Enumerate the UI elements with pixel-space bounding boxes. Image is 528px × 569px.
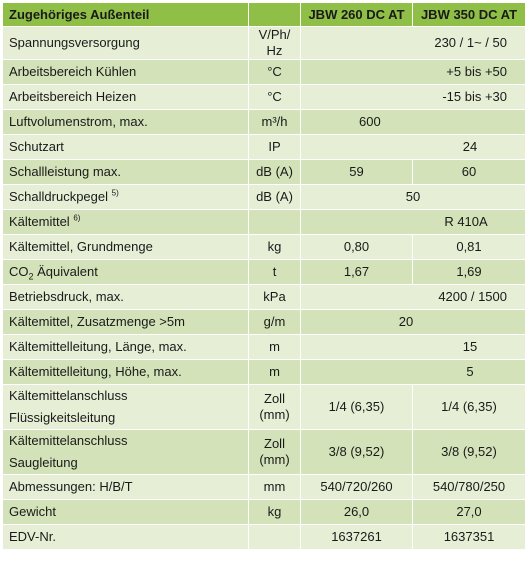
table-row (3, 60, 526, 85)
row-label: Spannungsversorgung (3, 27, 249, 60)
table-row (3, 285, 526, 310)
row-unit: m (249, 360, 301, 385)
row-label: EDV-Nr. (3, 525, 249, 550)
row-value-260: 1/4 (6,35) (301, 385, 413, 430)
row-label: Arbeitsbereich Kühlen (3, 60, 249, 85)
row-value: 20 (301, 310, 526, 335)
row-value: 50 (301, 185, 526, 210)
row-label: Betriebsdruck, max. (3, 285, 249, 310)
row-label: Kältemittel, Grundmenge (3, 235, 249, 260)
row-value-260: 1,67 (301, 260, 413, 285)
row-label: Kältemittel $^{6)}$ (3, 210, 249, 235)
row-value-260: 1637261 (301, 525, 413, 550)
table-row (3, 525, 526, 550)
row-unit: dB (A) (249, 185, 301, 210)
row-value-350: 1,69 (413, 260, 526, 285)
table-row (3, 310, 526, 335)
row-label: Kältemittel, Zusatzmenge >5m (3, 310, 249, 335)
table-row (3, 360, 526, 385)
row-value-350: 1637351 (413, 525, 526, 550)
table-row (3, 500, 526, 525)
row-value-260: 59 (301, 160, 413, 185)
row-unit (249, 210, 301, 235)
header-jbw-350: JBW 350 DC AT (413, 3, 526, 27)
row-unit: kPa (249, 285, 301, 310)
row-value-350: 540/780/250 (413, 475, 526, 500)
row-unit (249, 525, 301, 550)
row-label: Abmessungen: H/B/T (3, 475, 249, 500)
table-row (3, 235, 526, 260)
row-value-350: 3/8 (9,52) (413, 430, 526, 475)
row-unit: Zoll (mm) (249, 385, 301, 430)
table-header-row (3, 3, 526, 27)
row-label: Schutzart (3, 135, 249, 160)
table-row (3, 185, 526, 210)
row-value-350: 0,81 (413, 235, 526, 260)
row-unit: V/Ph/ Hz (249, 27, 301, 60)
row-label: Schallleistung max. (3, 160, 249, 185)
row-value-260: 540/720/260 (301, 475, 413, 500)
spec-table (2, 2, 526, 550)
row-label: $CO_2$ Äquivalent (3, 260, 249, 285)
row-unit: kg (249, 235, 301, 260)
row-label: Gewicht (3, 500, 249, 525)
row-unit: Zoll (mm) (249, 430, 301, 475)
row-unit: mm (249, 475, 301, 500)
row-value-350: 27,0 (413, 500, 526, 525)
table-row (3, 210, 526, 235)
row-unit: IP (249, 135, 301, 160)
table-row (3, 475, 526, 500)
row-unit: dB (A) (249, 160, 301, 185)
header-outdoor-unit: Zugehöriges Außenteil (3, 3, 249, 27)
table-row (3, 110, 526, 135)
row-value: R 410A (301, 210, 526, 235)
row-value-350: 60 (413, 160, 526, 185)
row-unit: °C (249, 60, 301, 85)
table-row (3, 430, 526, 475)
row-label: Schalldruckpegel $^{5)}$ (3, 185, 249, 210)
row-label: Kältemittelanschluss Flüssigkeitsleitung (3, 385, 249, 430)
row-value-260: 3/8 (9,52) (301, 430, 413, 475)
row-unit: m (249, 335, 301, 360)
row-value: +5 bis +50 (301, 60, 526, 85)
row-unit: kg (249, 500, 301, 525)
row-value: 230 / 1~ / 50 (301, 27, 526, 60)
table-row (3, 85, 526, 110)
row-value: 24 (301, 135, 526, 160)
row-unit: °C (249, 85, 301, 110)
row-value-350: 1/4 (6,35) (413, 385, 526, 430)
table-row (3, 160, 526, 185)
row-label: Arbeitsbereich Heizen (3, 85, 249, 110)
row-label: Luftvolumenstrom, max. (3, 110, 249, 135)
row-value: 600 (301, 110, 526, 135)
row-unit: t (249, 260, 301, 285)
header-jbw-260: JBW 260 DC AT (301, 3, 413, 27)
row-value: 15 (301, 335, 526, 360)
table-row (3, 135, 526, 160)
row-value: 4200 / 1500 (301, 285, 526, 310)
row-value: 5 (301, 360, 526, 385)
table-row (3, 385, 526, 430)
row-value-260: 0,80 (301, 235, 413, 260)
table-row (3, 260, 526, 285)
row-label: Kältemittelleitung, Höhe, max. (3, 360, 249, 385)
row-label: Kältemittelanschluss Saugleitung (3, 430, 249, 475)
header-unit (249, 3, 301, 27)
row-unit: g/m (249, 310, 301, 335)
row-value-260: 26,0 (301, 500, 413, 525)
table-row (3, 335, 526, 360)
table-row (3, 27, 526, 60)
row-label: Kältemittelleitung, Länge, max. (3, 335, 249, 360)
row-value: -15 bis +30 (301, 85, 526, 110)
row-unit: m³/h (249, 110, 301, 135)
